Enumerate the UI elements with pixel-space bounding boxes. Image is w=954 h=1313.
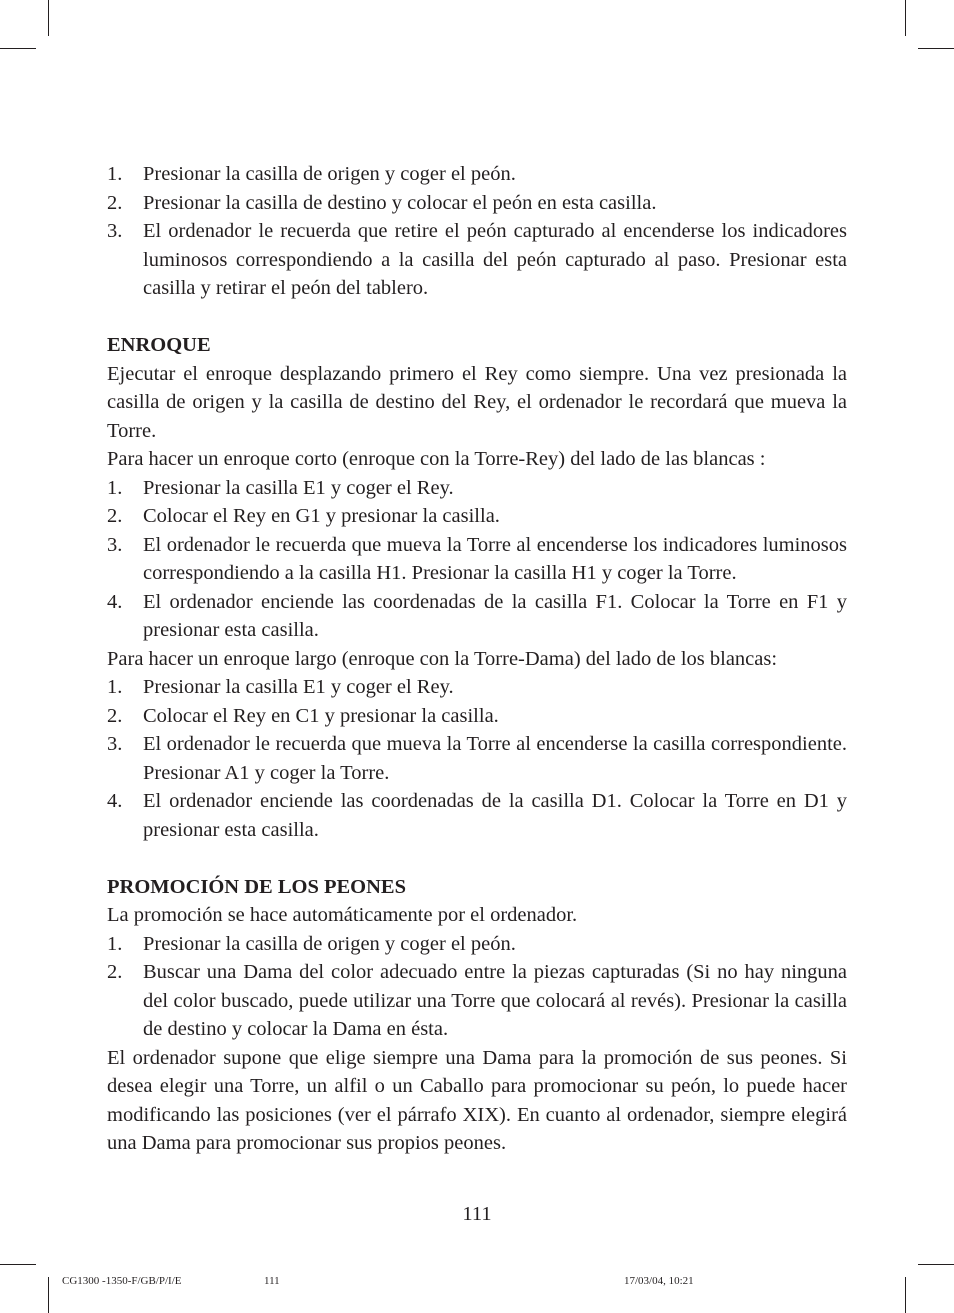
crop-mark-bottom-right-horizontal xyxy=(918,1264,954,1265)
list-item: 4. El ordenador enciende las coordenadas de la casilla F1. Colocar la Torre en F1 y presionar esta casilla. xyxy=(107,590,847,641)
section-heading-promocion: PROMOCIÓN DE LOS PEONES xyxy=(107,875,406,898)
list-item: 1. Presionar la casilla E1 y coger el Rey. xyxy=(107,476,454,499)
crop-mark-top-right-horizontal xyxy=(918,48,954,49)
list-item: 1. Presionar la casilla E1 y coger el Rey. xyxy=(107,676,454,698)
list-item: 4. El ordenador enciende las coordenadas de la casilla D1. Colocar la Torre en D1 y presionar esta casilla. xyxy=(107,790,847,841)
crop-mark-top-left-horizontal xyxy=(0,48,36,49)
list-item: 3. El ordenador le recuerda que mueva la Torre al encenderse los indicadores luminosos correspondiendo a la casilla H1. Presionar la casilla H1 y coger la Torre. xyxy=(107,533,847,584)
crop-mark-top-right-vertical xyxy=(905,0,906,36)
page-content xyxy=(107,160,847,1158)
long-castling-steps xyxy=(107,673,847,844)
short-castling-intro: Para hacer un enroque corto (enroque con la Torre-Rey) del lado de las blancas : xyxy=(107,448,766,470)
promocion-steps xyxy=(107,930,847,1044)
crop-mark-bottom-right-vertical xyxy=(905,1277,906,1313)
slug-page: 111 xyxy=(264,1275,280,1287)
promocion-outro: El ordenador supone que elige siempre una Dama para la promoción de sus peones. Si desea elegir una Torre, un alfil o un Caballo para promocionar su peón, lo puede hacer modificando las posiciones (ver el párrafo XIX). En cuanto al ordenador, siempre elegirá una Dama para promocionar sus propios peones. xyxy=(107,1046,847,1154)
en-passant-steps xyxy=(107,160,847,303)
crop-mark-top-left-vertical xyxy=(48,0,49,36)
promocion-intro: La promoción se hace automáticamente por el ordenador. xyxy=(107,904,578,926)
list-item: 2. Presionar la casilla de destino y colocar el peón en esta casilla. xyxy=(107,191,657,214)
crop-mark-bottom-left-horizontal xyxy=(0,1264,36,1265)
long-castling-intro: Para hacer un enroque largo (enroque con la Torre-Dama) del lado de los blancas: xyxy=(107,647,778,670)
list-item: 2. Colocar el Rey en G1 y presionar la casilla. xyxy=(107,505,500,527)
section-heading-enroque: ENROQUE xyxy=(107,334,211,356)
enroque-intro: Ejecutar el enroque desplazando primero el Rey como siempre. Una vez presionada la casilla de origen y la casilla de destino del Rey, el ordenador le recordará que mueva la Torre. xyxy=(107,362,847,442)
list-item: 3. El ordenador le recuerda que mueva la Torre al encenderse la casilla correspondiente. Presionar A1 y coger la Torre. xyxy=(107,733,847,784)
page-number: 111 xyxy=(462,1203,492,1225)
list-item: 2. Colocar el Rey en C1 y presionar la casilla. xyxy=(107,704,499,727)
list-item: 3. El ordenador le recuerda que retire el peón capturado al encenderse los indicadores luminosos correspondiendo a la casilla del peón capturado al paso. Presionar esta casilla y retirar el peón del tablero. xyxy=(107,220,847,299)
slug-datetime: 17/03/04, 10:21 xyxy=(624,1275,694,1287)
slug-code: CG1300 -1350-F/GB/P/I/E xyxy=(62,1275,182,1287)
list-item: 1. Presionar la casilla de origen y coger el peón. xyxy=(107,932,516,955)
short-castling-steps xyxy=(107,474,847,645)
crop-mark-bottom-left-vertical xyxy=(48,1277,49,1313)
list-item: 2. Buscar una Dama del color adecuado entre la piezas capturadas (Si no hay ninguna del color buscado, puede utilizar una Torre que colocará al revés). Presionar la casilla de destino y colocar la Dama en ésta. xyxy=(107,961,847,1040)
list-item: 1. Presionar la casilla de origen y coger el peón. xyxy=(107,163,516,185)
